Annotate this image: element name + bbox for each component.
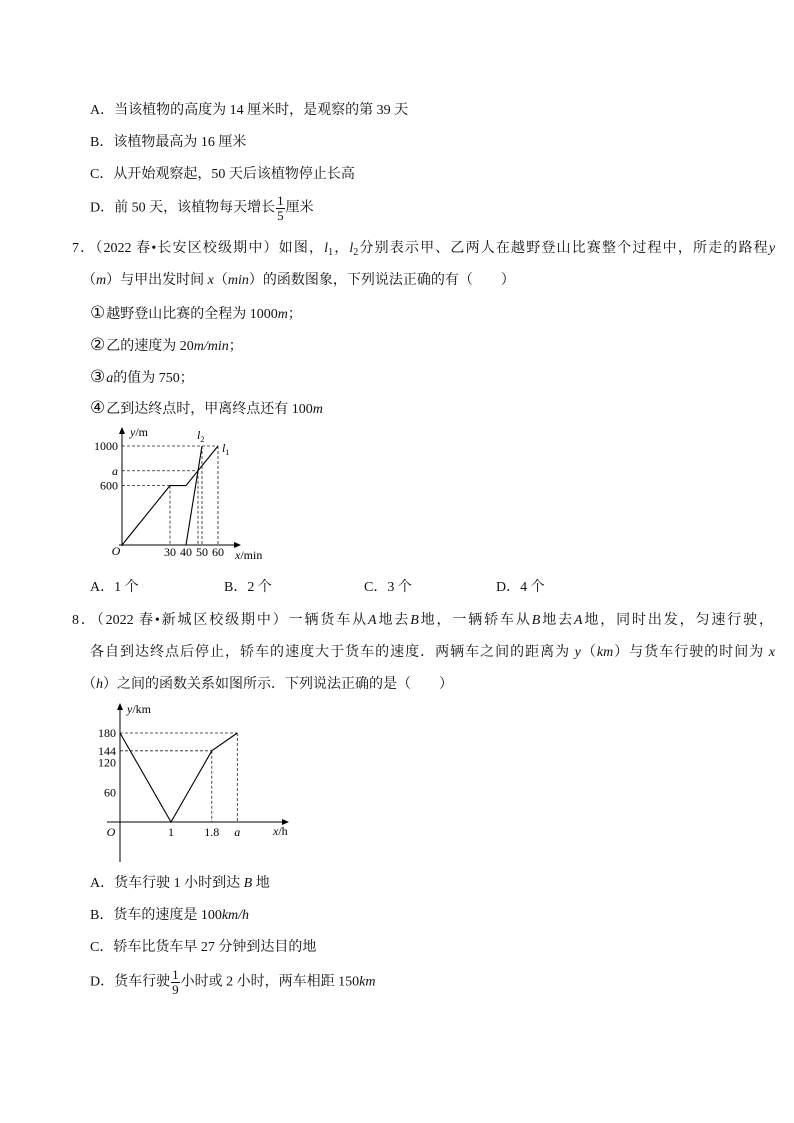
y-tick-label: 180: [98, 726, 116, 741]
q6-option-b: [90, 133, 246, 153]
stem-text: （: [213, 273, 228, 288]
line-subscript: 2: [353, 247, 359, 258]
y-tick-label: 144: [98, 743, 116, 758]
q8-stem-line-2: [90, 643, 775, 663]
option-label: A．: [90, 103, 115, 118]
fraction: [276, 194, 285, 223]
option-label: B．: [90, 135, 114, 150]
question-number: 8．: [72, 613, 97, 628]
unit: m: [277, 307, 288, 322]
option-text: 地: [252, 876, 270, 891]
q7-option-d: [496, 578, 545, 598]
origin-label: O: [106, 825, 116, 839]
q7-statement-3: [90, 367, 194, 389]
q8-stem-line-3: [82, 675, 453, 695]
x-tick-label: 30: [164, 545, 176, 559]
q7-option-c: [364, 578, 412, 598]
option-label: C．: [90, 940, 114, 955]
place-label: B: [243, 876, 253, 891]
unit: km/h: [221, 908, 250, 923]
series-label: [222, 441, 229, 457]
variable: y: [768, 241, 776, 256]
y-axis-variable: y: [127, 702, 133, 716]
unit: m: [96, 273, 107, 288]
stem-text: 地去: [376, 613, 411, 628]
x-axis-variable: x: [273, 824, 279, 838]
option-text: 2 个: [247, 580, 272, 595]
q7-statement-1: [90, 303, 302, 325]
y-axis-label: [129, 425, 149, 439]
q6-option-d: [90, 194, 314, 223]
q7-statement-4: [90, 398, 323, 420]
option-text: 3 个: [387, 580, 412, 595]
stem-text: ）与甲出发时间: [106, 273, 208, 288]
option-text: 当该植物的高度为 14 厘米时，是观察的第 39 天: [114, 103, 409, 118]
y-axis-variable: y: [130, 425, 136, 439]
option-text: 货车行驶 1 小时到达: [114, 876, 244, 891]
option-label: D．: [90, 974, 115, 990]
line-subscript: 1: [328, 247, 334, 258]
y-axis-unit: /m: [135, 425, 148, 439]
q8-option-a: [90, 874, 270, 894]
variable: x: [207, 273, 214, 288]
option-label: C．: [90, 167, 114, 182]
q8-option-c: [90, 938, 316, 958]
fraction-denominator: 5: [277, 208, 284, 223]
y-tick-label: 60: [104, 785, 116, 800]
option-text: 前 50 天，该植物每天增长: [114, 200, 276, 216]
statement-text: ；: [228, 339, 243, 354]
option-text: 厘米: [285, 200, 314, 216]
stem-text: （: [580, 645, 597, 660]
series-label-subscript: 1: [225, 448, 230, 457]
option-text: 4 个: [520, 580, 545, 595]
stem-text: 各自到达终点后停止，轿车的速度大于货车的速度．两辆车之间的距离为: [90, 645, 575, 660]
q6-option-c: [90, 165, 355, 185]
q7-distance-time-graph: [85, 420, 280, 568]
question-source: （2022 春•新城区校级期中）: [96, 613, 289, 628]
stem-text: 地去: [540, 613, 574, 628]
q7-option-b: [224, 578, 272, 598]
question-source: （2022 春•长安区校级期中）: [95, 241, 279, 256]
q7-option-a: [90, 578, 139, 598]
option-text: 该植物最高为 16 厘米: [113, 135, 247, 150]
option-label: D．: [90, 200, 115, 216]
x-tick-label: 1.8: [204, 825, 220, 839]
stem-text: ）之间的函数关系如图所示．下列说法正确的是（ ）: [103, 677, 453, 692]
q8-stem-line-1: [72, 611, 773, 631]
unit: km: [596, 645, 614, 660]
option-label: D．: [496, 580, 521, 595]
x-axis-label: [272, 824, 288, 838]
place-label: B: [531, 613, 541, 628]
statement-text: 越野登山比赛的全程为 1000: [106, 307, 278, 322]
y-axis-unit: /km: [132, 702, 151, 716]
stem-text: （: [82, 273, 96, 288]
circled-number: ①: [90, 303, 106, 322]
option-text: 货车行驶: [114, 974, 171, 990]
option-label: A．: [90, 580, 115, 595]
series-label-name: l: [197, 428, 201, 442]
statement-text: ；: [287, 307, 302, 322]
q6-option-a: [90, 101, 408, 121]
fraction-numerator: 1: [277, 193, 284, 208]
series-label-name: l: [222, 441, 226, 455]
q8-distance-time-graph: [88, 698, 300, 868]
option-text: 货车的速度是 100: [113, 908, 222, 923]
variable: a: [106, 371, 114, 386]
circled-number: ②: [90, 335, 106, 354]
x-axis-label: [234, 548, 262, 562]
stem-text: 分别表示甲、乙两人在越野登山比赛整个过程中，所走的路程: [358, 241, 769, 256]
stem-text: 一辆货车从: [288, 613, 369, 628]
statement-text: 乙的速度为 20: [106, 339, 194, 354]
unit: m: [312, 402, 323, 417]
series-label: [197, 428, 204, 444]
origin-label: O: [111, 544, 121, 558]
unit: min: [227, 273, 249, 288]
option-text: 小时或 2 小时，两车相距 150: [180, 974, 360, 990]
y-tick-label: a: [112, 463, 118, 478]
line-symbol: l: [349, 241, 354, 256]
place-label: A: [368, 613, 377, 628]
option-text: 轿车比货车早 27 分钟到达目的地: [113, 940, 317, 955]
series-line: [122, 446, 218, 545]
option-label: C．: [364, 580, 388, 595]
q8-option-b: [90, 906, 249, 926]
x-axis-variable: x: [235, 548, 241, 562]
fraction-numerator: 1: [172, 967, 179, 982]
variable: x: [768, 645, 776, 660]
series-line: [186, 446, 202, 545]
y-axis-label: [126, 702, 152, 716]
circled-number: ③: [90, 367, 106, 386]
option-label: B．: [90, 908, 114, 923]
series-line: [120, 733, 237, 822]
y-axis-arrow: [119, 427, 125, 434]
option-label: B．: [224, 580, 248, 595]
question-number: 7．: [72, 241, 96, 256]
fraction-denominator: 9: [172, 982, 179, 997]
q7-stem-line-2: [82, 271, 515, 291]
line-symbol: l: [324, 241, 329, 256]
stem-text: 如图，: [278, 241, 325, 256]
q8-option-d: [90, 968, 375, 997]
stem-text: ）与货车行驶的时间为: [613, 645, 769, 660]
q7-statement-2: [90, 335, 243, 357]
unit: km: [359, 974, 376, 990]
x-axis-unit: /h: [278, 824, 288, 838]
option-text: 1 个: [114, 580, 139, 595]
stem-text: 地，一辆轿车从: [418, 613, 532, 628]
unit: h: [96, 677, 103, 692]
stem-text: ）的函数图象，下列说法正确的有（ ）: [248, 273, 515, 288]
y-tick-label: 600: [100, 478, 118, 493]
x-axis-unit: /min: [240, 548, 263, 562]
unit: m/min: [193, 339, 229, 354]
x-tick-label: a: [234, 825, 241, 839]
option-label: A．: [90, 876, 115, 891]
option-text: 从开始观察起，50 天后该植物停止长高: [113, 167, 355, 182]
x-tick-label: 60: [212, 545, 224, 559]
place-label: A: [573, 613, 583, 628]
fraction: [171, 968, 180, 997]
q7-stem-line-1: [72, 239, 775, 260]
y-tick-label: 1000: [94, 439, 118, 453]
stem-text: 地，同时出发，匀速行驶，: [582, 613, 774, 628]
statement-text: 乙到达终点时，甲离终点还有 100: [106, 402, 313, 417]
x-tick-label: 1: [168, 825, 174, 839]
stem-text: （: [82, 677, 96, 692]
place-label: B: [410, 613, 419, 628]
series-label-subscript: 2: [200, 435, 205, 444]
x-tick-label: 50: [196, 545, 208, 559]
variable: y: [574, 645, 581, 660]
statement-text: 的值为 750；: [113, 371, 194, 386]
stem-text: ，: [333, 241, 350, 256]
y-axis-arrow: [117, 703, 123, 710]
circled-number: ④: [90, 398, 106, 417]
y-tick-label: 120: [98, 755, 116, 770]
x-tick-label: 40: [180, 545, 192, 559]
